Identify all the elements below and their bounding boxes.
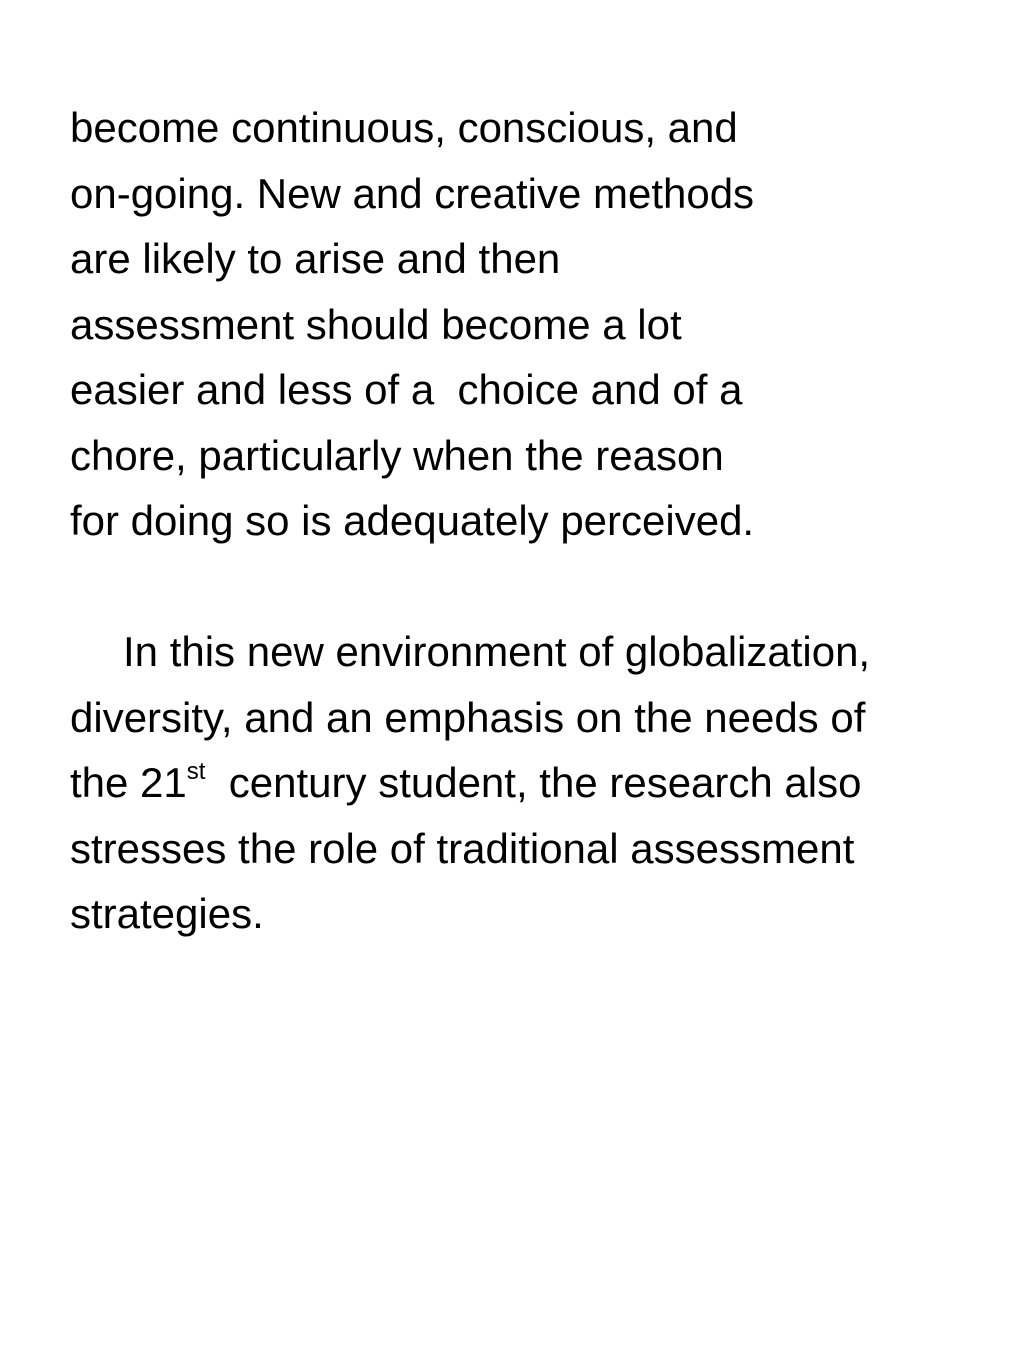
paragraph-1-line: easier and less of a choice and of a (70, 366, 743, 413)
paragraph-1-line: are likely to arise and then (70, 235, 561, 282)
line-3-after-text: century student, the research also (205, 759, 862, 806)
line-3-before-text: the 21 (70, 759, 187, 806)
paragraph-2-line: strategies. (70, 890, 264, 937)
paragraph-2-line-1-text: In this new environment of globalization, (123, 628, 871, 675)
paragraph-1 (70, 102, 754, 561)
paragraph-2-line: diversity, and an emphasis on the needs of (70, 693, 866, 741)
paragraph-1-line: assessment should become a lot (70, 300, 682, 348)
paragraph-2 (70, 626, 870, 954)
paragraph-1-line: become continuous, conscious, and (70, 104, 738, 151)
paragraph-1-line: for doing so is adequately perceived. (70, 497, 755, 544)
paragraph-2-line: stresses the role of traditional assessment (70, 824, 855, 872)
paragraph-1-line: chore, particularly when the reason (70, 431, 724, 479)
paragraph-2-line (70, 626, 870, 692)
paragraph-1-line: on-going. New and creative methods (70, 169, 755, 217)
ordinal-superscript: st (186, 758, 206, 785)
paragraph-2-line (70, 757, 870, 823)
